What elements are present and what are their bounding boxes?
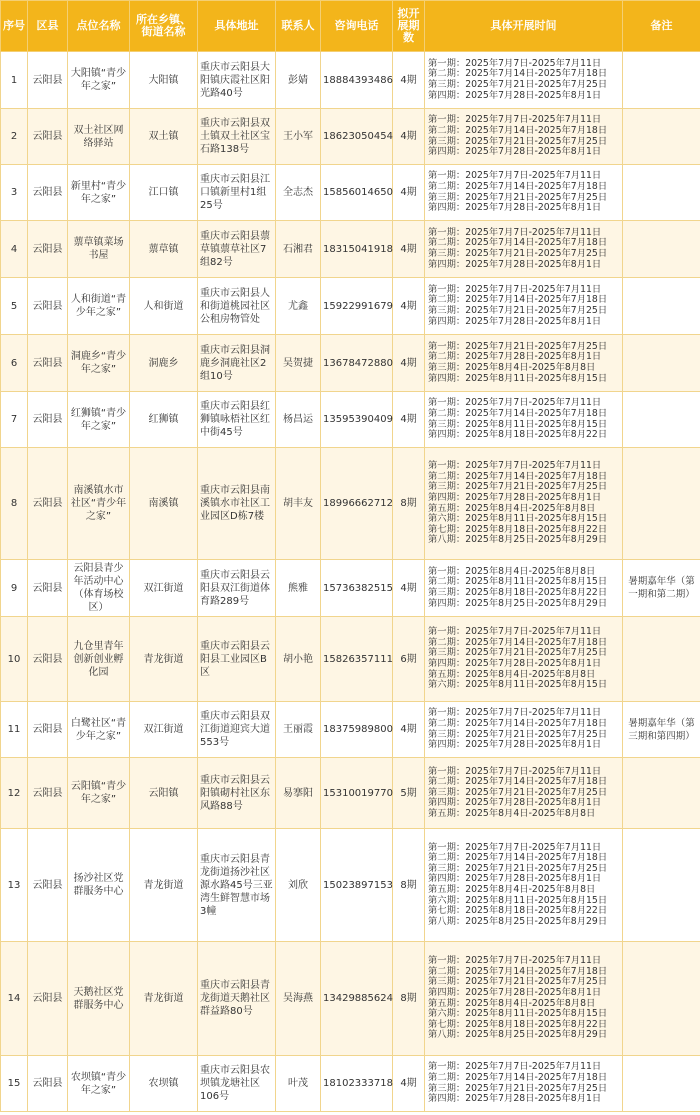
site-name: 双土社区网络驿站	[68, 109, 130, 165]
schedule-line: 第六期：2025年8月11日-2025年8月15日	[428, 1008, 608, 1020]
period-count: 4期	[393, 221, 425, 278]
site-name: 大阳镇“青少年之家”	[68, 52, 130, 109]
county-cell: 云阳县	[28, 165, 68, 221]
schedule-line: 第一期：2025年7月7日-2025年7月11日	[428, 397, 602, 409]
table-row	[1, 829, 700, 942]
town-name: 农坝镇	[130, 1056, 198, 1112]
schedule-line: 第四期：2025年7月28日-2025年8月1日	[428, 658, 602, 669]
row-number: 5	[1, 278, 28, 335]
county-cell: 云阳县	[28, 278, 68, 335]
row-number: 2	[1, 109, 28, 165]
schedule-cell	[425, 392, 623, 448]
header-cell: 咨询电话	[321, 1, 393, 52]
schedule-line: 第四期：2025年7月28日-2025年8月1日	[428, 797, 602, 809]
town-name: 青龙街道	[130, 942, 198, 1056]
phone-number: 15922991679	[321, 278, 393, 335]
table-row	[1, 758, 700, 829]
phone-number: 15826357111	[321, 617, 393, 702]
period-count: 4期	[393, 392, 425, 448]
schedule-line: 第七期：2025年8月18日-2025年8月22日	[428, 905, 608, 917]
header-cell: 点位名称	[68, 1, 130, 52]
table-row	[1, 448, 700, 560]
county-cell: 云阳县	[28, 617, 68, 702]
table-row	[1, 617, 700, 702]
site-name: 白鹭社区“青少年之家”	[68, 702, 130, 758]
schedule-line: 第四期：2025年7月28日-2025年8月1日	[428, 89, 602, 101]
phone-number: 13429885624	[321, 942, 393, 1056]
table-row	[1, 560, 700, 617]
schedule-line: 第二期：2025年7月14日-2025年7月18日	[428, 124, 608, 136]
schedule-line: 第六期：2025年8月11日-2025年8月15日	[428, 894, 608, 906]
county-cell: 云阳县	[28, 758, 68, 829]
row-number: 11	[1, 702, 28, 758]
schedule-line: 第八期：2025年8月25日-2025年8月29日	[428, 1029, 608, 1041]
schedule-line: 第三期：2025年7月21日-2025年7月25日	[428, 862, 608, 874]
schedule-line: 第八期：2025年8月25日-2025年8月29日	[428, 915, 608, 927]
note-cell	[623, 52, 700, 109]
schedule-line: 第四期：2025年8月11日-2025年8月15日	[428, 372, 608, 384]
schedule-line: 第二期：2025年8月11日-2025年8月15日	[428, 576, 608, 588]
county-cell: 云阳县	[28, 335, 68, 392]
schedule-line: 第二期：2025年7月14日-2025年7月18日	[428, 407, 608, 419]
town-name: 青龙街道	[130, 617, 198, 702]
schedule-line: 第二期：2025年7月14日-2025年7月18日	[428, 470, 608, 482]
schedule-line: 第二期：2025年7月14日-2025年7月18日	[428, 776, 608, 788]
row-number: 8	[1, 448, 28, 560]
row-number: 9	[1, 560, 28, 617]
site-name: 红狮镇“青少年之家”	[68, 392, 130, 448]
town-name: 红狮镇	[130, 392, 198, 448]
note-cell	[623, 758, 700, 829]
address-cell: 重庆市云阳县南溪镇水市社区工业园区D栋7楼	[198, 448, 276, 560]
period-count: 4期	[393, 109, 425, 165]
schedule-cell	[425, 1056, 623, 1112]
schedule-cell	[425, 702, 623, 758]
county-cell: 云阳县	[28, 560, 68, 617]
schedule-line: 第三期：2025年8月18日-2025年8月22日	[428, 587, 608, 598]
schedule-line: 第四期：2025年8月25日-2025年8月29日	[428, 597, 608, 609]
schedule-cell	[425, 109, 623, 165]
row-number: 3	[1, 165, 28, 221]
town-name: 双江街道	[130, 560, 198, 617]
note-cell	[623, 829, 700, 942]
contact-person: 刘欣	[276, 829, 321, 942]
site-name: 扬沙社区党群服务中心	[68, 829, 130, 942]
phone-number: 13678472880	[321, 335, 393, 392]
header-cell: 所在乡镇、街道名称	[130, 1, 198, 52]
address-cell: 重庆市云阳县江口镇新里村1组25号	[198, 165, 276, 221]
address-cell: 重庆市云阳县农坝镇龙塘社区106号	[198, 1056, 276, 1112]
row-number: 6	[1, 335, 28, 392]
schedule-line: 第六期：2025年8月11日-2025年8月15日	[428, 513, 608, 525]
county-cell: 云阳县	[28, 1056, 68, 1112]
schedule-line: 第四期：2025年7月28日-2025年8月1日	[428, 491, 602, 503]
schedule-line: 第一期：2025年7月7日-2025年7月11日	[428, 170, 602, 182]
site-name: 洞鹿乡“青少年之家”	[68, 335, 130, 392]
schedule-line: 第四期：2025年8月18日-2025年8月22日	[428, 429, 608, 441]
table-row	[1, 221, 700, 278]
contact-person: 胡小艳	[276, 617, 321, 702]
schedule-line: 第三期：2025年7月21日-2025年7月25日	[428, 647, 608, 659]
schedule-cell	[425, 278, 623, 335]
schedule-line: 第二期：2025年7月14日-2025年7月18日	[428, 237, 608, 249]
schedule-cell	[425, 52, 623, 109]
contact-person: 易搴阳	[276, 758, 321, 829]
schedule-line: 第一期：2025年7月7日-2025年7月11日	[428, 226, 602, 238]
schedule-cell	[425, 942, 623, 1056]
period-count: 5期	[393, 758, 425, 829]
row-number: 13	[1, 829, 28, 942]
note-cell	[623, 221, 700, 278]
contact-person: 尤鑫	[276, 278, 321, 335]
contact-person: 王丽霞	[276, 702, 321, 758]
county-cell: 云阳县	[28, 221, 68, 278]
schedule-line: 第二期：2025年7月14日-2025年7月18日	[428, 636, 608, 648]
site-name: 九仓里青年创新创业孵化园	[68, 617, 130, 702]
schedule-line: 第一期：2025年7月7日-2025年7月11日	[428, 283, 602, 295]
town-name: 江口镇	[130, 165, 198, 221]
schedule-line: 第二期：2025年7月14日-2025年7月18日	[428, 1071, 608, 1083]
schedule-line: 第一期：2025年7月7日-2025年7月11日	[428, 114, 602, 126]
schedule-line: 第二期：2025年7月14日-2025年7月18日	[428, 294, 608, 306]
address-cell: 重庆市云阳县洞鹿乡洞鹿社区2组10号	[198, 335, 276, 392]
address-cell: 重庆市云阳县蔈草镇蔈草社区7组82号	[198, 221, 276, 278]
contact-person: 全志杰	[276, 165, 321, 221]
header-cell: 备注	[623, 1, 700, 52]
county-cell: 云阳县	[28, 52, 68, 109]
schedule-line: 第四期：2025年7月28日-2025年8月1日	[428, 146, 602, 158]
contact-person: 叶茂	[276, 1056, 321, 1112]
table-row	[1, 942, 700, 1056]
schedule-line: 第四期：2025年7月28日-2025年8月1日	[428, 315, 602, 327]
schedule-line: 第三期：2025年8月4日-2025年8月8日	[428, 362, 596, 373]
row-number: 12	[1, 758, 28, 829]
schedule-line: 第二期：2025年7月14日-2025年7月18日	[428, 965, 608, 977]
schedule-line: 第一期：2025年7月7日-2025年7月11日	[428, 57, 602, 69]
table-row	[1, 52, 700, 109]
county-cell: 云阳县	[28, 448, 68, 560]
schedule-cell	[425, 448, 623, 560]
contact-person: 吴海燕	[276, 942, 321, 1056]
period-count: 4期	[393, 335, 425, 392]
note-cell	[623, 335, 700, 392]
address-cell: 重庆市云阳县青龙街道天鹅社区群益路80号	[198, 942, 276, 1056]
schedule-line: 第一期：2025年7月21日-2025年7月25日	[428, 340, 608, 352]
town-name: 洞鹿乡	[130, 335, 198, 392]
schedule-line: 第四期：2025年7月28日-2025年8月1日	[428, 258, 602, 270]
schedule-line: 第五期：2025年8月4日-2025年8月8日	[428, 668, 596, 680]
schedule-line: 第七期：2025年8月18日-2025年8月22日	[428, 523, 608, 535]
row-number: 10	[1, 617, 28, 702]
period-count: 8期	[393, 942, 425, 1056]
header-cell: 区县	[28, 1, 68, 52]
schedule-line: 第六期：2025年8月11日-2025年8月15日	[428, 679, 608, 691]
county-cell: 云阳县	[28, 392, 68, 448]
header-cell: 具体开展时间	[425, 1, 623, 52]
schedule-cell	[425, 221, 623, 278]
schedule-line: 第一期：2025年7月7日-2025年7月11日	[428, 626, 602, 638]
town-name: 青龙街道	[130, 829, 198, 942]
phone-number: 15736382515	[321, 560, 393, 617]
schedule-line: 第三期：2025年8月11日-2025年8月15日	[428, 418, 608, 430]
town-name: 南溪镇	[130, 448, 198, 560]
schedule-cell	[425, 560, 623, 617]
table-row	[1, 165, 700, 221]
site-name: 南溪镇水市社区“青少年之家”	[68, 448, 130, 560]
schedule-line: 第三期：2025年7月21日-2025年7月25日	[428, 728, 608, 740]
schedule-cell	[425, 617, 623, 702]
town-name: 人和街道	[130, 278, 198, 335]
site-name: 人和街道“青少年之家”	[68, 278, 130, 335]
schedule-line: 第五期：2025年8月4日-2025年8月8日	[428, 997, 596, 1009]
town-name: 蔈草镇	[130, 221, 198, 278]
note-cell	[623, 1056, 700, 1112]
row-number: 1	[1, 52, 28, 109]
schedule-line: 第一期：2025年7月7日-2025年7月11日	[428, 955, 602, 967]
town-name: 双江街道	[130, 702, 198, 758]
county-cell: 云阳县	[28, 109, 68, 165]
note-cell	[623, 942, 700, 1056]
note-cell	[623, 392, 700, 448]
contact-person: 王小军	[276, 109, 321, 165]
address-cell: 重庆市云阳县人和街道桃园社区公租房物管处	[198, 278, 276, 335]
schedule-line: 第三期：2025年7月21日-2025年7月25日	[428, 248, 608, 259]
address-cell: 重庆市云阳县云阳县工业园区B区	[198, 617, 276, 702]
schedule-line: 第五期：2025年8月4日-2025年8月8日	[428, 884, 596, 895]
row-number: 15	[1, 1056, 28, 1112]
schedule-cell	[425, 335, 623, 392]
header-cell: 联系人	[276, 1, 321, 52]
phone-number: 18884393486	[321, 52, 393, 109]
address-cell: 重庆市云阳县大阳镇庆霞社区阳光路40号	[198, 52, 276, 109]
row-number: 4	[1, 221, 28, 278]
contact-person: 杨昌运	[276, 392, 321, 448]
schedule-line: 第二期：2025年7月28日-2025年8月1日	[428, 351, 602, 363]
phone-number: 13595390409	[321, 392, 393, 448]
note-cell	[623, 165, 700, 221]
address-cell: 重庆市云阳县红狮镇咏梧社区红中街45号	[198, 392, 276, 448]
period-count: 6期	[393, 617, 425, 702]
row-number: 7	[1, 392, 28, 448]
address-cell: 重庆市云阳县云阳镇砌村社区东风路88号	[198, 758, 276, 829]
table-row	[1, 278, 700, 335]
county-cell: 云阳县	[28, 942, 68, 1056]
note-cell	[623, 448, 700, 560]
phone-number: 18623050454	[321, 109, 393, 165]
schedule-line: 第三期：2025年7月21日-2025年7月25日	[428, 786, 608, 798]
schedule-line: 第五期：2025年8月4日-2025年8月8日	[428, 807, 596, 819]
phone-number: 18315041918	[321, 221, 393, 278]
schedule-line: 第一期：2025年7月7日-2025年7月11日	[428, 841, 602, 853]
period-count: 4期	[393, 1056, 425, 1112]
schedule-line: 第八期：2025年8月25日-2025年8月29日	[428, 534, 608, 546]
schedule-line: 第一期：2025年8月4日-2025年8月8日	[428, 565, 596, 577]
schedule-line: 第二期：2025年7月14日-2025年7月18日	[428, 852, 608, 864]
schedule-line: 第二期：2025年7月14日-2025年7月18日	[428, 180, 608, 192]
note-cell: 暑期嘉年华（第三期和第四期）	[623, 702, 700, 758]
site-name: 农坝镇“青少年之家”	[68, 1056, 130, 1112]
schedule-line: 第一期：2025年7月7日-2025年7月11日	[428, 460, 602, 472]
phone-number: 18102333718	[321, 1056, 393, 1112]
town-name: 云阳镇	[130, 758, 198, 829]
schedule-line: 第二期：2025年7月14日-2025年7月18日	[428, 717, 608, 729]
contact-person: 石湘君	[276, 221, 321, 278]
header-row	[1, 1, 700, 52]
schedule-line: 第二期：2025年7月14日-2025年7月18日	[428, 68, 608, 80]
county-cell: 云阳县	[28, 702, 68, 758]
address-cell: 重庆市云阳县双土镇双土社区宝石路138号	[198, 109, 276, 165]
period-count: 4期	[393, 278, 425, 335]
period-count: 4期	[393, 702, 425, 758]
phone-number: 15856014650	[321, 165, 393, 221]
period-count: 8期	[393, 448, 425, 560]
table-row	[1, 335, 700, 392]
schedule-line: 第一期：2025年7月7日-2025年7月11日	[428, 707, 602, 719]
phone-number: 18996662712	[321, 448, 393, 560]
table-row	[1, 702, 700, 758]
site-name: 蔈草镇菜场书屋	[68, 221, 130, 278]
schedule-line: 第三期：2025年7月21日-2025年7月25日	[428, 305, 608, 316]
schedule-line: 第四期：2025年7月28日-2025年8月1日	[428, 202, 602, 214]
contact-person: 吴贺捷	[276, 335, 321, 392]
note-cell	[623, 278, 700, 335]
schedule-line: 第七期：2025年8月18日-2025年8月22日	[428, 1018, 608, 1030]
phone-number: 18375989800	[321, 702, 393, 758]
schedule-line: 第三期：2025年7月21日-2025年7月25日	[428, 481, 608, 493]
town-name: 大阳镇	[130, 52, 198, 109]
table-row	[1, 1056, 700, 1112]
schedule-line: 第三期：2025年7月21日-2025年7月25日	[428, 1082, 608, 1094]
period-count: 4期	[393, 560, 425, 617]
address-cell: 重庆市云阳县云阳县双江街道体育路289号	[198, 560, 276, 617]
schedule-cell	[425, 165, 623, 221]
period-count: 4期	[393, 165, 425, 221]
header-cell: 序号	[1, 1, 28, 52]
header-cell: 具体地址	[198, 1, 276, 52]
header-cell: 拟开展期数	[393, 1, 425, 52]
schedule-line: 第三期：2025年7月21日-2025年7月25日	[428, 976, 608, 988]
town-name: 双土镇	[130, 109, 198, 165]
schedule-line: 第一期：2025年7月7日-2025年7月11日	[428, 765, 602, 777]
period-count: 8期	[393, 829, 425, 942]
county-cell: 云阳县	[28, 829, 68, 942]
schedule-line: 第一期：2025年7月7日-2025年7月11日	[428, 1061, 602, 1073]
phone-number: 15310019770	[321, 758, 393, 829]
schedule-cell	[425, 829, 623, 942]
site-name: 新里村“青少年之家”	[68, 165, 130, 221]
schedule-line: 第四期：2025年7月28日-2025年8月1日	[428, 873, 602, 885]
phone-number: 15023897153	[321, 829, 393, 942]
schedule-line: 第三期：2025年7月21日-2025年7月25日	[428, 191, 608, 203]
schedule-line: 第三期：2025年7月21日-2025年7月25日	[428, 79, 608, 90]
site-name: 云阳镇“青少年之家”	[68, 758, 130, 829]
site-name: 天鹅社区党群服务中心	[68, 942, 130, 1056]
schedule-line: 第三期：2025年7月21日-2025年7月25日	[428, 135, 608, 147]
schedule-line: 第四期：2025年7月28日-2025年8月1日	[428, 986, 602, 998]
note-cell	[623, 617, 700, 702]
site-name: 云阳县青少年活动中心（体育场校区）	[68, 560, 130, 617]
address-cell: 重庆市云阳县青龙街道扬沙社区源水路45号三亚湾生鲜智慧市场3幢	[198, 829, 276, 942]
table-row	[1, 392, 700, 448]
table-row	[1, 109, 700, 165]
note-cell: 暑期嘉年华（第一期和第二期）	[623, 560, 700, 617]
contact-person: 熊雅	[276, 560, 321, 617]
address-cell: 重庆市云阳县双江街道迎宾大道553号	[198, 702, 276, 758]
contact-person: 胡丰友	[276, 448, 321, 560]
schedule-line: 第四期：2025年7月28日-2025年8月1日	[428, 739, 602, 751]
row-number: 14	[1, 942, 28, 1056]
schedule-line: 第四期：2025年7月28日-2025年8月1日	[428, 1093, 602, 1105]
note-cell	[623, 109, 700, 165]
period-count: 4期	[393, 52, 425, 109]
contact-person: 彭婧	[276, 52, 321, 109]
schedule-cell	[425, 758, 623, 829]
schedule-line: 第五期：2025年8月4日-2025年8月8日	[428, 502, 596, 514]
